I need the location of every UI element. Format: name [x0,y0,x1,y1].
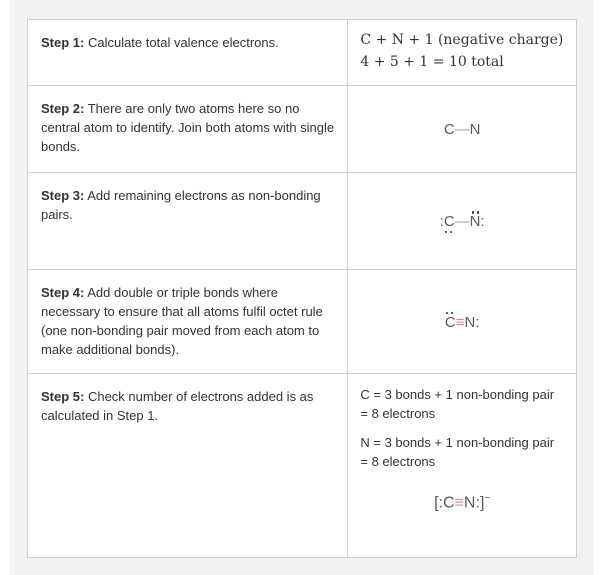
carbon-atom: C [443,494,455,512]
step-visual [348,86,577,173]
electron-dot [450,231,453,234]
table-row [28,173,577,270]
step-description [28,173,348,270]
lone-pair: : [438,494,444,512]
step-description [28,20,348,86]
step-label: Step 4: [41,285,85,300]
nitrogen-atom [470,212,481,231]
nitrogen-atom: N [463,494,476,512]
step-visual [348,173,577,270]
single-bond: — [454,121,470,138]
lone-pair: : [439,213,444,230]
step-visual [348,374,577,558]
bracket-open: [ [434,494,439,512]
table-row [28,270,577,374]
cn-single-bond-structure [360,120,564,139]
triple-bond: ≡ [454,494,464,512]
step-description [28,374,348,558]
table-row [28,86,577,173]
table-row [28,20,577,86]
electron-dot [472,211,475,214]
step-description [28,270,348,374]
nitrogen-atom: N [469,121,481,138]
nitrogen-electron-check: N = 3 bonds + 1 non-bonding pair = 8 electrons [360,435,555,469]
step-text: Add double or triple bonds where necessary to ensure that all atoms fulfil octet rule (one non-bonding pair moved from each atom to make additional bonds). [41,285,323,357]
step-text: Calculate total valence electrons. [84,35,279,50]
step-label: Step 1: [41,35,85,50]
step-visual [348,20,577,86]
carbon-atom: C [443,121,455,138]
carbon-atom [445,313,456,332]
carbon-symbol: C [444,313,456,331]
valence-equation: C + N + 1 (negative charge) [360,32,564,48]
electron-dot [477,211,480,214]
single-bond: — [454,213,470,230]
cn-lone-pairs-structure [360,212,564,231]
nitrogen-symbol: N [469,213,481,230]
bracket-close: ] [479,494,485,512]
lone-pair: : [480,213,485,230]
lone-pair: : [475,494,480,512]
carbon-atom [444,212,455,231]
lone-pair: : [475,313,480,331]
step-label: Step 2: [41,101,85,116]
ion-formula [434,489,490,512]
triple-bond: ≡ [455,313,465,331]
nitrogen-atom: N [464,313,476,331]
electron-dot [445,231,448,234]
step-description [28,86,348,173]
step-label: Step 3: [41,188,85,203]
step-text: There are only two atoms here so no central atom to identify. Join both atoms with single bonds. [41,101,335,154]
step-visual [348,270,577,374]
carbon-electron-check: C = 3 bonds + 1 non-bonding pair = 8 electrons [360,387,555,421]
valence-total: 4 + 5 + 1 = 10 total [360,54,504,70]
negative-charge: − [484,493,491,504]
carbon-symbol: C [443,213,455,230]
table-row [28,374,577,558]
cyanide-ion-structure [360,489,564,512]
step-label: Step 5: [41,389,85,404]
steps-table [27,19,577,558]
step-text: Check number of electrons added is as calculated in Step 1. [41,389,314,423]
cn-triple-bond-structure [360,313,564,332]
step-text: Add remaining electrons as non-bonding pairs. [41,188,321,222]
